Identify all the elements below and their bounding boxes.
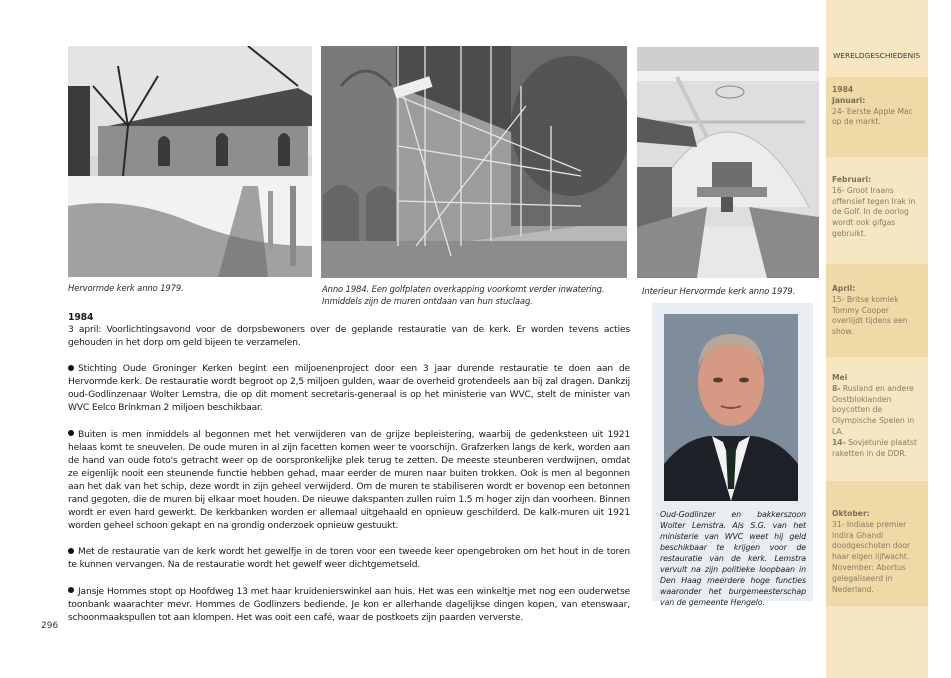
portrait-box — [652, 303, 813, 607]
paragraph-text: Stichting Oude Groninger Kerken begint een miljoenenproject door een 3 jaar durende restauratie te doen aan de Hervormde kerk. De restauratie wordt begroot op 2,5 miljoen gulden, waar de overheid grotendeels aan bij zal dragen. Dankzij oud-Godlinzenaar Wolter Lemstra, die op dit moment secretaris-generaal is op het ministerie van WVC, stelt de minister van WVC Eelco Brinkman 2 miljoen beschikbaar. — [68, 364, 630, 414]
sidebar-entry-text: 15- Britse komiek Tommy Cooper overlijdt tijdens een show. — [832, 294, 908, 337]
photo-church-exterior-winter — [68, 46, 312, 277]
photo-caption: Anno 1984. Een golfplaten overkapping voorkomt verder inwatering. Inmiddels zijn de muren ontdaan van hun stuclaag. — [322, 284, 605, 306]
sidebar-entry-januari — [826, 77, 928, 157]
sidebar-month: April: — [832, 284, 856, 293]
sidebar-year: 1984 — [832, 85, 854, 94]
article-paragraph — [68, 586, 630, 625]
portrait-caption: Oud-Godlinzer en bakkerszoon Wolter Lemstra. Als S.G. van het ministerie van WVC weet hij geld beschikbaar te krijgen voor de restauratie van de kerk. Lemstra vervult na zijn politieke loopbaan in Den Haag meerdere hoge functies waaronder het burgemeesterschap van de gemeente Hengelo. — [660, 510, 806, 607]
paragraph-text: Met de restauratie van de kerk wordt het gewelfje in de toren voor een tweede keer opengebroken om het hout in de toren te kunnen vervangen. Na de restauratie wordt het gewelf weer dichtgemetseld. — [68, 547, 630, 571]
article-paragraph — [68, 429, 630, 534]
photo-caption: Hervormde kerk anno 1979. — [68, 283, 184, 293]
sidebar-day: 8- — [832, 383, 841, 393]
sidebar-title: WERELDGESCHIEDENIS — [833, 51, 921, 60]
bullet-icon — [68, 365, 74, 371]
bullet-icon — [68, 548, 74, 554]
sidebar-event: Sovjetunie plaatst raketten in de DDR. — [832, 437, 917, 458]
photo-church-interior — [637, 47, 819, 278]
page-number: 296 — [41, 621, 59, 631]
bullet-icon — [68, 430, 74, 436]
sidebar-entry-text — [832, 438, 922, 460]
article-intro: 3 april: Voorlichtingsavond voor de dorpsbewoners over de geplande restauratie van de kerk. Er worden tevens acties gehouden in het dorp om geld bijeen te verzamelen. — [68, 325, 630, 349]
sidebar-entry-april — [826, 264, 928, 357]
article-year: 1984 — [68, 312, 94, 323]
sidebar-month: Januari: — [832, 95, 866, 105]
photo-caption: Interieur Hervormde kerk anno 1979. — [642, 286, 796, 296]
sidebar-month: Mei — [832, 373, 848, 382]
sidebar-entry-februari — [826, 157, 928, 264]
portrait-photo — [664, 314, 798, 501]
sidebar-entry-text: 24- Eerste Apple Mac op de markt. — [832, 106, 913, 127]
sidebar-day: 14- — [832, 437, 846, 447]
bullet-icon — [68, 587, 74, 593]
sidebar-entry-text — [832, 384, 922, 438]
article-paragraph — [68, 546, 630, 572]
sidebar-entry-mei — [826, 357, 928, 481]
photo-church-scaffolding — [321, 46, 627, 278]
sidebar-entry-oktober — [826, 481, 928, 606]
article-paragraph — [68, 363, 630, 415]
sidebar-entry-text: 16- Groot Iraans offensief tegen Irak in de Golf. In de oorlog wordt ook gifgas gebruikt. — [832, 185, 916, 238]
sidebar-event: Rusland en andere Oostbloklanden boycotten de Olympische Spelen in LA. — [832, 383, 915, 436]
sidebar-entry-text: 31- Indiase premier Indira Ghandi doodgeschoten door haar eigen lijfwacht. November: Abortus gelegaliseerd in Nederland. — [832, 519, 911, 594]
article-body — [68, 311, 630, 638]
sidebar-month: Februari: — [832, 175, 872, 184]
paragraph-text: Jansje Hommes stopt op Hoofdweg 13 met haar kruidenierswinkel aan huis. Het was een winkeltje met nog een ouderwetse toonbank waarachter mevr. Hommes de Godlinzers bediende. Je kon er allerhande dagelijkse dingen kopen, van etenswaar, schoonmaakspullen tot aan klompen. Het was ooit een café, waar de postkoets zijn paarden ververste. — [68, 586, 630, 623]
sidebar-month: Oktober: — [832, 509, 870, 518]
world-history-sidebar — [826, 0, 928, 678]
paragraph-text: Buiten is men inmiddels al begonnen met het verwijderen van de grijze bepleistering, waarbij de gedenksteen uit 1921 helaas komt te sneuvelen. De oude muren in al zijn facetten komen weer te voorschijn. Grafzerken langs de kerk, worden aan de hand van oude foto's getracht weer op de oorspronkelijke plek terug te zetten. De meeste steunberen verdwijnen, omdat ze eigenlijk nooit een steunende functie hebben gehad, maar eerder de muren naar buiten trokken. Ook is men al begonnen aan het dak van het schip, deze wordt in zijn geheel verwijderd. Om de muren te stabiliseren wordt er bovenop een betonnen rand gegoten, die de muren bij elkaar moet houden. De nieuwe dakspanten zullen ruim 1.5 m hoger zijn dan voorheen. Binnen wordt er even hard gewerkt. De kerkbanken worden er allemaal uitgehaald en opnieuw geschilderd. De kalk-muren uit 1921 worden geheel schoon gekapt en na grondig onderzoek opnieuw gestuukt. — [68, 429, 630, 532]
